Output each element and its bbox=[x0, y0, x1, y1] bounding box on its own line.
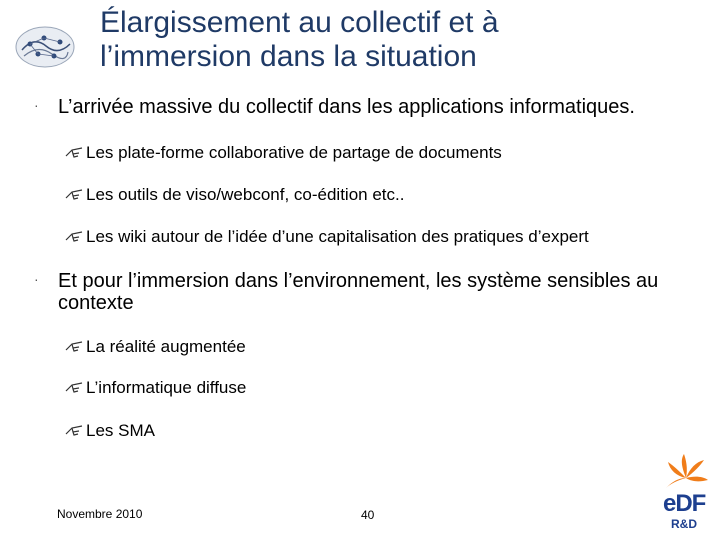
sub-bullet-text: La réalité augmentée bbox=[86, 337, 246, 356]
sub-bullet bbox=[86, 185, 404, 205]
sub-bullet bbox=[86, 143, 502, 163]
sub-bullet bbox=[86, 337, 246, 357]
sub-bullet bbox=[86, 378, 246, 398]
title-line-2: l’immersion dans la situation bbox=[100, 40, 477, 73]
bullet-dot-icon: · bbox=[34, 271, 39, 287]
pointing-hand-icon bbox=[64, 422, 86, 438]
sub-bullet-text: Les SMA bbox=[86, 421, 155, 440]
sub-bullet-text: Les outils de viso/webconf, co-édition etc.. bbox=[86, 185, 405, 204]
bullet-1 bbox=[34, 96, 635, 118]
bullet-2-text-line-2: contexte bbox=[58, 292, 134, 314]
footer-date: Novembre 2010 bbox=[57, 507, 143, 521]
pointing-hand-icon bbox=[64, 338, 86, 354]
bullet-1-text: L’arrivée massive du collectif dans les applications informatiques. bbox=[58, 96, 635, 118]
edf-rd-text: R&D bbox=[671, 517, 697, 531]
pointing-hand-icon bbox=[64, 228, 86, 244]
bullet-2 bbox=[34, 270, 678, 314]
decorative-network-image bbox=[14, 24, 76, 70]
sub-bullet bbox=[86, 227, 589, 247]
sub-bullet bbox=[86, 421, 155, 441]
pointing-hand-icon bbox=[64, 379, 86, 395]
title-line-1: Élargissement au collectif et à bbox=[100, 6, 499, 39]
page-number: 40 bbox=[361, 508, 375, 522]
slide-title bbox=[100, 6, 620, 74]
pointing-hand-icon bbox=[64, 186, 86, 202]
bullet-2-text-line-1: Et pour l’immersion dans l’environnement, les système sensibles au bbox=[58, 270, 659, 292]
pointing-hand-icon bbox=[64, 144, 86, 160]
sub-bullet-text: L’informatique diffuse bbox=[86, 378, 247, 397]
sub-bullet-text: Les plate-forme collaborative de partage de documents bbox=[86, 143, 502, 162]
sub-bullet-text: Les wiki autour de l’idée d’une capitalisation des pratiques d’expert bbox=[86, 227, 589, 246]
edf-logo-text: eDF bbox=[663, 490, 706, 517]
bullet-dot-icon: · bbox=[34, 97, 39, 113]
edf-sun-icon bbox=[660, 452, 712, 492]
